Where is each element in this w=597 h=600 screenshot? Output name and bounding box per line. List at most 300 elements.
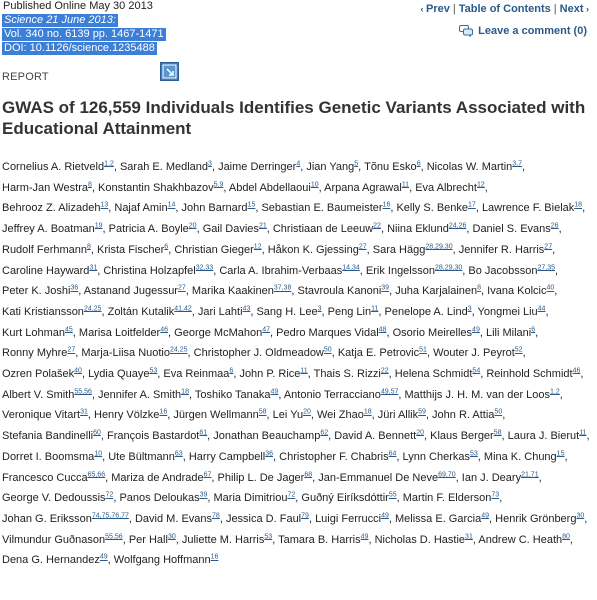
author-affiliation[interactable]: 49 — [270, 388, 279, 396]
author-affiliation[interactable]: 27,35 — [537, 263, 555, 271]
author-affiliation[interactable]: 32,33 — [195, 263, 214, 271]
author-entry[interactable]: Marika Kaakinen$^{37,38}$, — [191, 284, 295, 298]
prev-link[interactable]: ‹ Prev — [420, 3, 450, 15]
author-entry[interactable]: Christopher F. Chabris$^{64}$, — [279, 450, 400, 463]
author-affiliation[interactable]: 63 — [174, 450, 183, 458]
author-affiliation[interactable]: 73 — [491, 491, 500, 499]
author-entry[interactable]: Henrik Grönberg$^{30}$, — [495, 512, 588, 525]
author-entry[interactable]: Jonathan Beauchamp$^{62}$, — [213, 429, 332, 443]
author-entry[interactable]: Kelly S. Benke$^{17}$, — [396, 201, 479, 215]
author-name: Jonathan Beauchamp — [213, 430, 321, 443]
author-entry[interactable]: Najaf Amin$^{14}$, — [114, 201, 179, 215]
chevron-right-icon: › — [583, 4, 589, 14]
author-affiliation[interactable]: 6 — [531, 325, 536, 333]
author-affiliation[interactable]: 40 — [546, 284, 555, 292]
author-entry[interactable]: Christopher J. Oldmeadow$^{50}$, — [193, 346, 335, 360]
author-affiliation[interactable]: 31 — [80, 408, 88, 416]
author-affiliation[interactable]: 20 — [416, 429, 424, 437]
author-entry[interactable]: Harm-Jan Westra$^8$, — [2, 181, 95, 194]
author-affiliation[interactable]: 49 — [472, 325, 480, 333]
author-entry[interactable]: Reinhold Schmidt$^{46}$, — [486, 367, 584, 381]
author-affiliation[interactable]: 10 — [94, 450, 103, 458]
author-name: Bo Jacobsson — [468, 264, 538, 277]
author-entry[interactable]: Maria Dimitriou$^{72}$, — [213, 491, 299, 505]
author-name: Gail Davies — [202, 223, 259, 236]
author-name: Ian J. Deary — [461, 471, 522, 484]
author-name: Lili Milani — [485, 326, 532, 339]
author-entry[interactable]: Johan G. Eriksson$^{74,75,76,77}$, — [2, 512, 132, 525]
author-affiliation[interactable]: 49 — [381, 512, 389, 520]
author-entry[interactable]: Daniel S. Evans$^{26}$, — [472, 222, 562, 236]
author-affiliation[interactable]: 8 — [87, 243, 91, 251]
author-affiliation[interactable]: 26 — [550, 222, 559, 230]
author-name: Ronny Myhre — [2, 347, 68, 360]
author-affiliation[interactable]: 11 — [401, 181, 410, 189]
author-entry[interactable]: Ozren Polašek$^{40}$, — [2, 367, 86, 381]
author-name: Eva Albrecht — [415, 181, 477, 194]
author-entry[interactable]: Wei Zhao$^{18}$, — [316, 408, 375, 422]
author-entry[interactable]: Jan-Emmanuel De Neve$^{69,70}$, — [318, 470, 459, 484]
author-affiliation[interactable]: 3 — [208, 160, 212, 168]
author-affiliation[interactable]: 18 — [363, 408, 372, 416]
author-affiliation[interactable]: 30 — [167, 533, 176, 540]
author-entry[interactable]: Matthijs J. H. M. van der Loos$^{1,2}$, — [404, 388, 563, 401]
author-entry[interactable]: Jaime Derringer$^4$, — [218, 160, 304, 173]
author-entry[interactable]: Stavroula Kanoni$^{39}$, — [297, 284, 393, 298]
author-affiliation[interactable]: 22 — [380, 367, 389, 375]
author-affiliation[interactable]: 40 — [74, 367, 82, 375]
author-affiliation[interactable]: 55,56 — [105, 533, 123, 540]
author-entry[interactable]: Christian Gieger$^{12}$, — [174, 243, 265, 256]
author-entry[interactable]: John Barnard$^{15}$, — [181, 201, 259, 215]
author-name: Håkon K. Gjessing — [267, 243, 359, 256]
author-name: Christina Holzapfel — [103, 264, 196, 277]
author-affiliation[interactable]: 49,57 — [380, 388, 399, 396]
author-affiliation[interactable]: 6 — [229, 367, 234, 375]
comment-bubble-icon — [459, 25, 473, 37]
author-entry[interactable]: Jessica D. Faul$^{79}$, — [225, 512, 312, 525]
author-affiliation[interactable]: 16 — [210, 553, 219, 561]
author-affiliation[interactable]: 27 — [544, 243, 553, 251]
author-affiliation[interactable]: 24,25 — [83, 305, 102, 313]
author-affiliation[interactable]: 60 — [93, 429, 101, 437]
author-affiliation[interactable]: 4 — [296, 160, 301, 168]
author-name: Veronique Vitart — [2, 409, 81, 422]
author-entry[interactable]: Klaus Berger$^{58}$, — [430, 429, 505, 443]
author-entry[interactable]: Sebastian E. Baumeister$^{16}$, — [261, 201, 394, 215]
author-entry[interactable]: Laura J. Bierut$^{11}$, — [507, 429, 590, 443]
author-affiliation[interactable]: 51 — [419, 346, 427, 354]
author-entry[interactable]: Jennifer A. Smith$^{18}$, — [98, 388, 193, 401]
author-entry[interactable]: Luigi Ferrucci$^{49}$, — [315, 512, 392, 525]
author-entry[interactable]: Panos Deloukas$^{39}$, — [119, 491, 211, 505]
author-affiliation[interactable]: 31 — [89, 263, 98, 271]
author-name: George McMahon — [174, 326, 263, 339]
author-affiliation[interactable]: 27 — [358, 243, 367, 251]
author-entry[interactable]: Thais S. Rizzi$^{22}$, — [313, 367, 392, 381]
author-affiliation[interactable]: 72 — [105, 491, 114, 499]
author-affiliation[interactable]: 36 — [70, 284, 79, 292]
author-affiliation[interactable]: 14 — [167, 201, 176, 209]
author-entry[interactable]: Veronique Vitart$^{31}$, — [2, 408, 91, 422]
author-entry[interactable]: Lynn Cherkas$^{53}$, — [402, 450, 481, 463]
author-name: John Barnard — [181, 202, 248, 215]
author-name: Lawrence F. Bielak — [481, 202, 575, 215]
author-name: Penelope A. Lind — [384, 305, 468, 318]
author-name: Luigi Ferrucci — [315, 512, 382, 525]
author-entry[interactable]: Penelope A. Lind$^3$, — [384, 305, 475, 318]
author-entry[interactable]: Astanand Jugessur$^{27}$, — [83, 284, 189, 298]
publication-info — [2, 0, 166, 56]
author-affiliation[interactable]: 12 — [253, 243, 262, 251]
author-entry[interactable]: Wouter J. Peyrot$^{52}$, — [433, 346, 526, 360]
author-affiliation[interactable]: 16 — [159, 408, 168, 416]
author-name: Andrew C. Heath — [478, 533, 563, 546]
author-affiliation[interactable]: 5 — [354, 160, 359, 168]
author-affiliation[interactable]: 53 — [149, 367, 158, 375]
author-affiliation[interactable]: 58 — [493, 429, 502, 437]
author-entry[interactable]: Cornelius A. Rietveld$^{1,2}$, — [2, 160, 117, 173]
leave-comment-link[interactable] — [459, 25, 587, 37]
author-affiliation[interactable]: 61 — [199, 429, 208, 437]
author-name: Melissa E. Garcia — [395, 512, 482, 525]
author-entry[interactable]: Francesco Cucca$^{65,66}$, — [2, 470, 109, 484]
author-name: Klaus Berger — [430, 430, 494, 443]
author-entry[interactable]: Caroline Hayward$^{31}$, — [2, 263, 101, 277]
author-affiliation[interactable]: 15 — [247, 201, 256, 209]
author-entry[interactable]: Philip L. De Jager$^{68}$, — [217, 470, 316, 484]
author-name: Philip L. De Jager — [217, 471, 305, 484]
author-entry[interactable]: Lei Yu$^{20}$, — [272, 408, 314, 422]
author-affiliation[interactable]: 36 — [265, 450, 274, 458]
author-name: Jennifer R. Harris — [458, 243, 545, 256]
author-entry[interactable]: Andrew C. Heath$^{80}$, — [478, 533, 573, 546]
author-name: Thais S. Rizzi — [313, 368, 381, 381]
author-name: Sarah E. Medland — [119, 161, 209, 173]
author-entry[interactable]: Lydia Quaye$^{53}$, — [88, 367, 161, 381]
author-affiliation[interactable]: 16 — [382, 201, 391, 209]
author-affiliation[interactable]: 11 — [579, 429, 587, 437]
author-entry[interactable]: Martin F. Elderson$^{73}$, — [402, 491, 503, 505]
author-entry[interactable]: Lili Milani$^6$, — [485, 325, 539, 339]
author-entry[interactable]: John P. Rice$^{11}$, — [239, 367, 311, 381]
author-name: Christian Gieger — [174, 243, 254, 256]
author-entry[interactable]: Ute Bültmann$^{63}$, — [108, 450, 186, 463]
author-name: Katja E. Petrovic — [337, 347, 420, 360]
author-name: Peng Lin — [327, 305, 372, 318]
author-affiliation[interactable]: 17 — [468, 201, 476, 209]
author-affiliation[interactable]: 49 — [360, 533, 369, 540]
author-affiliation[interactable]: 28,29,30 — [434, 263, 463, 271]
article-type: REPORT — [2, 71, 49, 83]
author-affiliation[interactable]: 21,71 — [521, 470, 539, 478]
author-affiliation[interactable]: 46 — [572, 367, 581, 375]
author-entry[interactable]: Osorio Meirelles$^{49}$, — [392, 325, 483, 339]
author-entry[interactable]: Arpana Agrawal$^{11}$, — [324, 181, 413, 194]
author-affiliation[interactable]: 3 — [467, 305, 472, 313]
author-name: Nicolas W. Martin — [426, 161, 513, 173]
author-affiliation[interactable]: 64 — [388, 450, 397, 458]
author-entry[interactable]: Krista Fischer$^6$, — [97, 243, 172, 256]
author-affiliation[interactable]: 62 — [320, 429, 329, 437]
author-affiliation[interactable]: 53 — [264, 533, 273, 540]
author-entry[interactable]: Eva Reinmaa$^6$, — [163, 367, 237, 381]
author-affiliation[interactable]: 39 — [199, 491, 208, 499]
author-entry[interactable]: Helena Schmidt$^{54}$, — [394, 367, 484, 381]
author-name: Kati Kristiansson — [2, 305, 84, 318]
author-entry[interactable]: Sang H. Lee$^3$, — [256, 305, 325, 318]
author-affiliation[interactable]: 6 — [416, 160, 421, 168]
author-name: Tõnu Esko — [364, 161, 417, 173]
author-name: Johan G. Eriksson — [2, 512, 92, 525]
author-name: Vilmundur Guðnason — [2, 533, 106, 546]
author-entry[interactable]: Rudolf Ferhmann$^8$, — [2, 243, 94, 256]
author-affiliation[interactable]: 68 — [304, 470, 313, 478]
author-name: Ivana Kolcic — [487, 285, 547, 298]
author-entry[interactable]: Jürgen Wellmann$^{58}$, — [173, 408, 270, 422]
author-affiliation[interactable]: 67 — [203, 470, 212, 478]
author-affiliation[interactable]: 55 — [388, 491, 397, 499]
author-entry[interactable]: Antonio Terracciano$^{49,57}$, — [283, 388, 402, 401]
author-entry[interactable]: Sarah E. Medland$^3$, — [119, 160, 215, 173]
author-entry[interactable]: Jeffrey A. Boatman$^{19}$, — [2, 222, 106, 236]
author-entry[interactable]: Vilmundur Guðnason$^{55,56}$, — [2, 533, 126, 546]
author-affiliation[interactable]: 14,34 — [342, 263, 360, 271]
author-affiliation[interactable]: 46 — [160, 325, 169, 333]
author-affiliation[interactable]: 79 — [301, 512, 309, 520]
author-name: Pedro Marques Vidal — [276, 326, 379, 339]
author-entry[interactable]: Erik Ingelsson$^{28,29,30}$, — [365, 263, 466, 277]
author-entry[interactable]: Sara Hägg$^{28,29,30}$, — [372, 243, 456, 256]
author-entry[interactable]: Dorret I. Boomsma$^{10}$, — [2, 450, 106, 463]
author-entry[interactable]: John R. Attia$^{50}$, — [432, 408, 506, 422]
author-entry[interactable]: Harry Campbell$^{36}$, — [188, 450, 277, 463]
author-entry[interactable]: Lawrence F. Bielak$^{18}$, — [481, 201, 586, 215]
author-affiliation[interactable]: 37,38 — [273, 284, 292, 292]
author-entry[interactable]: David A. Bennett$^{20}$, — [334, 429, 428, 443]
author-entry[interactable]: Guðný Eiríksdóttir$^{55}$, — [301, 491, 400, 505]
author-affiliation[interactable]: 10 — [310, 181, 319, 189]
author-affiliation[interactable]: 18 — [574, 201, 583, 209]
author-entry[interactable]: Peter K. Joshi$^{36}$, — [2, 284, 82, 298]
author-entry[interactable]: Ronny Myhre$^{27}$, — [2, 346, 79, 360]
author-affiliation[interactable]: 59 — [418, 408, 426, 416]
author-affiliation[interactable]: 78 — [212, 512, 220, 520]
author-name: John P. Rice — [239, 368, 301, 381]
author-affiliation[interactable]: 19 — [94, 222, 103, 230]
author-entry[interactable]: Jennifer R. Harris$^{27}$, — [458, 243, 556, 256]
author-name: Helena Schmidt — [394, 368, 473, 381]
author-entry[interactable]: Tõnu Esko$^6$, — [364, 160, 424, 173]
author-entry[interactable]: Mina K. Chung$^{15}$, — [483, 450, 568, 463]
author-affiliation[interactable]: 80 — [562, 533, 570, 540]
author-name: Patricia A. Boyle — [108, 223, 189, 236]
author-affiliation[interactable]: 5,9 — [213, 181, 224, 189]
article-title: GWAS of 126,559 Individuals Identifies Genetic Variants Associated with Educational Attainment — [2, 98, 586, 138]
author-affiliation[interactable]: 58 — [258, 408, 267, 416]
author-name: Rudolf Ferhmann — [2, 243, 87, 256]
author-name: Lynn Cherkas — [402, 450, 470, 463]
author-name: Cornelius A. Rietveld — [2, 161, 105, 173]
author-affiliation[interactable]: 22 — [373, 222, 381, 230]
author-affiliation[interactable]: 3,7 — [512, 160, 523, 168]
author-entry[interactable]: Henry Völzke$^{16}$, — [94, 408, 171, 422]
author-entry[interactable]: Tamara B. Harris$^{49}$, — [278, 533, 372, 546]
author-entry[interactable]: Marja-Liisa Nuotio$^{24,25}$, — [81, 346, 191, 360]
author-entry[interactable]: Nicolas W. Martin$^{3,7}$, — [426, 160, 526, 173]
author-affiliation[interactable]: 27 — [67, 346, 76, 354]
author-entry[interactable]: David M. Evans$^{78}$, — [134, 512, 223, 525]
author-affiliation[interactable]: 1,2 — [104, 160, 114, 168]
author-name: Juha Karjalainen — [395, 285, 478, 298]
author-entry[interactable]: Kurt Lohman$^{45}$, — [2, 325, 76, 339]
author-name: Stefania Bandinelli — [2, 430, 94, 443]
author-affiliation[interactable]: 41,42 — [174, 305, 192, 313]
author-entry[interactable]: Christina Holzapfel$^{32,33}$, — [103, 263, 217, 277]
author-affiliation[interactable]: 39 — [381, 284, 390, 292]
author-affiliation[interactable]: 50 — [323, 346, 332, 354]
author-entry[interactable]: Jian Yang$^5$, — [306, 160, 362, 173]
author-entry[interactable]: Toshiko Tanaka$^{49}$, — [194, 388, 282, 401]
author-entry[interactable]: Jari Lahti$^{43}$, — [197, 305, 254, 318]
author-name: Erik Ingelsson — [365, 264, 435, 277]
author-name: Jian Yang — [306, 161, 355, 173]
author-name: Najaf Amin — [114, 202, 168, 215]
author-entry[interactable]: Ian J. Deary$^{21,71}$, — [461, 470, 542, 484]
expand-icon[interactable] — [160, 62, 179, 81]
author-entry[interactable]: Yongmei Liu$^{44}$, — [477, 305, 549, 318]
author-entry[interactable]: Konstantin Shakhbazov$^{5,9}$, — [98, 181, 227, 194]
author-name: Krista Fischer — [97, 243, 165, 256]
author-entry[interactable]: Marisa Loitfelder$^{46}$, — [78, 325, 172, 339]
author-affiliation[interactable]: 45 — [64, 325, 73, 333]
author-name: Reinhold Schmidt — [486, 368, 573, 381]
author-affiliation[interactable]: 65,66 — [87, 470, 106, 478]
issue-text: Science 21 June 2013: — [4, 14, 116, 26]
author-affiliation[interactable]: 30 — [576, 512, 585, 520]
next-link[interactable]: Next › — [559, 3, 589, 15]
author-entry[interactable]: Katja E. Petrovic$^{51}$, — [337, 346, 430, 360]
author-affiliation[interactable]: 11 — [371, 305, 379, 313]
author-affiliation[interactable]: 27 — [177, 284, 186, 292]
author-entry[interactable]: François Bastardot$^{61}$, — [107, 429, 211, 443]
author-name: Christiaan de Leeuw — [272, 223, 374, 236]
author-entry[interactable]: George McMahon$^{47}$, — [174, 325, 274, 339]
author-name: Sang H. Lee — [256, 305, 318, 318]
author-affiliation[interactable]: 12 — [476, 181, 485, 189]
author-entry[interactable]: Juliette M. Harris$^{53}$, — [181, 533, 276, 546]
author-affiliation[interactable]: 54 — [472, 367, 481, 375]
author-affiliation[interactable]: 3 — [317, 305, 322, 313]
author-entry[interactable]: Håkon K. Gjessing$^{27}$, — [267, 243, 370, 256]
author-entry[interactable]: Juha Karjalainen$^8$, — [395, 284, 485, 298]
author-affiliation[interactable]: 11 — [300, 367, 308, 375]
author-affiliation[interactable]: 49 — [481, 512, 490, 520]
author-entry[interactable]: Gail Davies$^{21}$, — [202, 222, 270, 236]
author-entry[interactable]: Carla A. Ibrahim-Verbaas$^{14,34}$, — [219, 263, 363, 277]
author-entry[interactable]: George V. Dedoussis$^{72}$, — [2, 491, 117, 505]
author-name: Panos Deloukas — [119, 492, 200, 505]
author-entry[interactable]: Peng Lin$^{11}$, — [327, 305, 382, 318]
author-name: Ozren Polašek — [2, 368, 75, 381]
author-name: Mariza de Andrade — [111, 471, 204, 484]
author-entry[interactable]: Bo Jacobsson$^{27,35}$, — [468, 263, 559, 277]
author-name: Lei Yu — [272, 409, 304, 422]
author-entry[interactable]: Eva Albrecht$^{12}$, — [415, 181, 488, 194]
author-entry[interactable]: Christiaan de Leeuw$^{22}$, — [272, 222, 385, 236]
author-entry[interactable]: Jüri Allik$^{59}$, — [377, 408, 429, 422]
author-affiliation[interactable]: 1,2 — [550, 388, 560, 396]
author-name: John R. Attia — [432, 409, 495, 422]
author-affiliation[interactable]: 13 — [100, 201, 109, 209]
author-entry[interactable] — [114, 554, 219, 566]
author-name: Wouter J. Peyrot — [433, 347, 515, 360]
author-list — [2, 157, 592, 571]
author-name: Henry Völzke — [94, 409, 160, 422]
author-entry[interactable]: Melissa E. Garcia$^{49}$, — [395, 512, 493, 525]
author-affiliation[interactable]: 49 — [99, 553, 108, 561]
author-affiliation[interactable]: 52 — [514, 346, 523, 354]
doi-text: DOI: 10.1126/science.1235488 — [4, 42, 155, 54]
author-affiliation[interactable]: 50 — [494, 408, 503, 416]
author-entry[interactable]: Niina Eklund$^{24,26}$, — [387, 222, 470, 236]
author-entry[interactable]: Patricia A. Boyle$^{20}$, — [108, 222, 200, 236]
author-affiliation[interactable]: 53 — [469, 450, 478, 458]
author-entry[interactable]: Ivana Kolcic$^{40}$, — [487, 284, 558, 298]
author-entry[interactable]: Behrooz Z. Alizadeh$^{13}$, — [2, 201, 112, 215]
author-entry[interactable]: Dena G. Hernandez$^{49}$, — [2, 553, 111, 567]
author-affiliation[interactable]: 55,56 — [74, 388, 92, 396]
author-affiliation[interactable]: 47 — [262, 325, 270, 333]
author-entry[interactable]: Stefania Bandinelli$^{60}$, — [2, 429, 104, 443]
author-name: Carla A. Ibrahim-Verbaas — [219, 264, 343, 277]
author-affiliation[interactable]: 69,70 — [438, 470, 456, 478]
author-entry[interactable]: Per Hall$^{30}$, — [128, 533, 179, 546]
author-entry[interactable]: Abdel Abdellaoui$^{10}$, — [228, 181, 322, 194]
author-name: Peter K. Joshi — [2, 285, 71, 298]
author-name: Christopher J. Oldmeadow — [193, 347, 324, 360]
author-entry[interactable]: Zoltán Kutalik$^{41,42}$, — [107, 305, 195, 318]
author-affiliation[interactable]: 21 — [258, 222, 267, 230]
author-affiliation[interactable]: 43 — [242, 305, 251, 313]
author-affiliation[interactable]: 48 — [378, 325, 387, 333]
author-affiliation[interactable]: 6 — [164, 243, 169, 251]
author-affiliation[interactable]: 24,26 — [448, 222, 467, 230]
author-affiliation[interactable]: 20 — [188, 222, 197, 230]
table-of-contents-link[interactable]: Table of Contents — [458, 3, 551, 15]
author-name: Matthijs J. H. M. van der Loos — [404, 388, 551, 401]
author-affiliation[interactable]: 72 — [287, 491, 296, 499]
author-entry[interactable]: Albert V. Smith$^{55,56}$, — [2, 388, 95, 401]
author-affiliation[interactable]: 74,75,76,77 — [91, 512, 129, 520]
author-entry[interactable]: Nicholas D. Hastie$^{31}$, — [374, 533, 476, 546]
author-affiliation[interactable]: 8 — [87, 181, 92, 189]
author-affiliation[interactable]: 18 — [181, 388, 189, 396]
author-name: Marika Kaakinen — [191, 285, 274, 298]
author-affiliation[interactable]: 20 — [303, 408, 311, 416]
author-affiliation[interactable]: 44 — [537, 305, 546, 313]
author-affiliation[interactable]: 28,29,30 — [425, 243, 453, 251]
author-entry[interactable]: Kati Kristiansson$^{24,25}$, — [2, 305, 105, 318]
author-affiliation[interactable]: 31 — [465, 533, 473, 540]
author-entry[interactable]: Pedro Marques Vidal$^{48}$, — [276, 325, 390, 339]
author-name: Jürgen Wellmann — [173, 409, 259, 422]
author-affiliation[interactable]: 24,25 — [170, 346, 188, 354]
author-affiliation[interactable]: 15 — [556, 450, 565, 458]
author-affiliation[interactable]: 8 — [477, 284, 482, 292]
author-entry[interactable]: Mariza de Andrade$^{67}$, — [111, 470, 215, 484]
author-name: Toshiko Tanaka — [194, 388, 271, 401]
